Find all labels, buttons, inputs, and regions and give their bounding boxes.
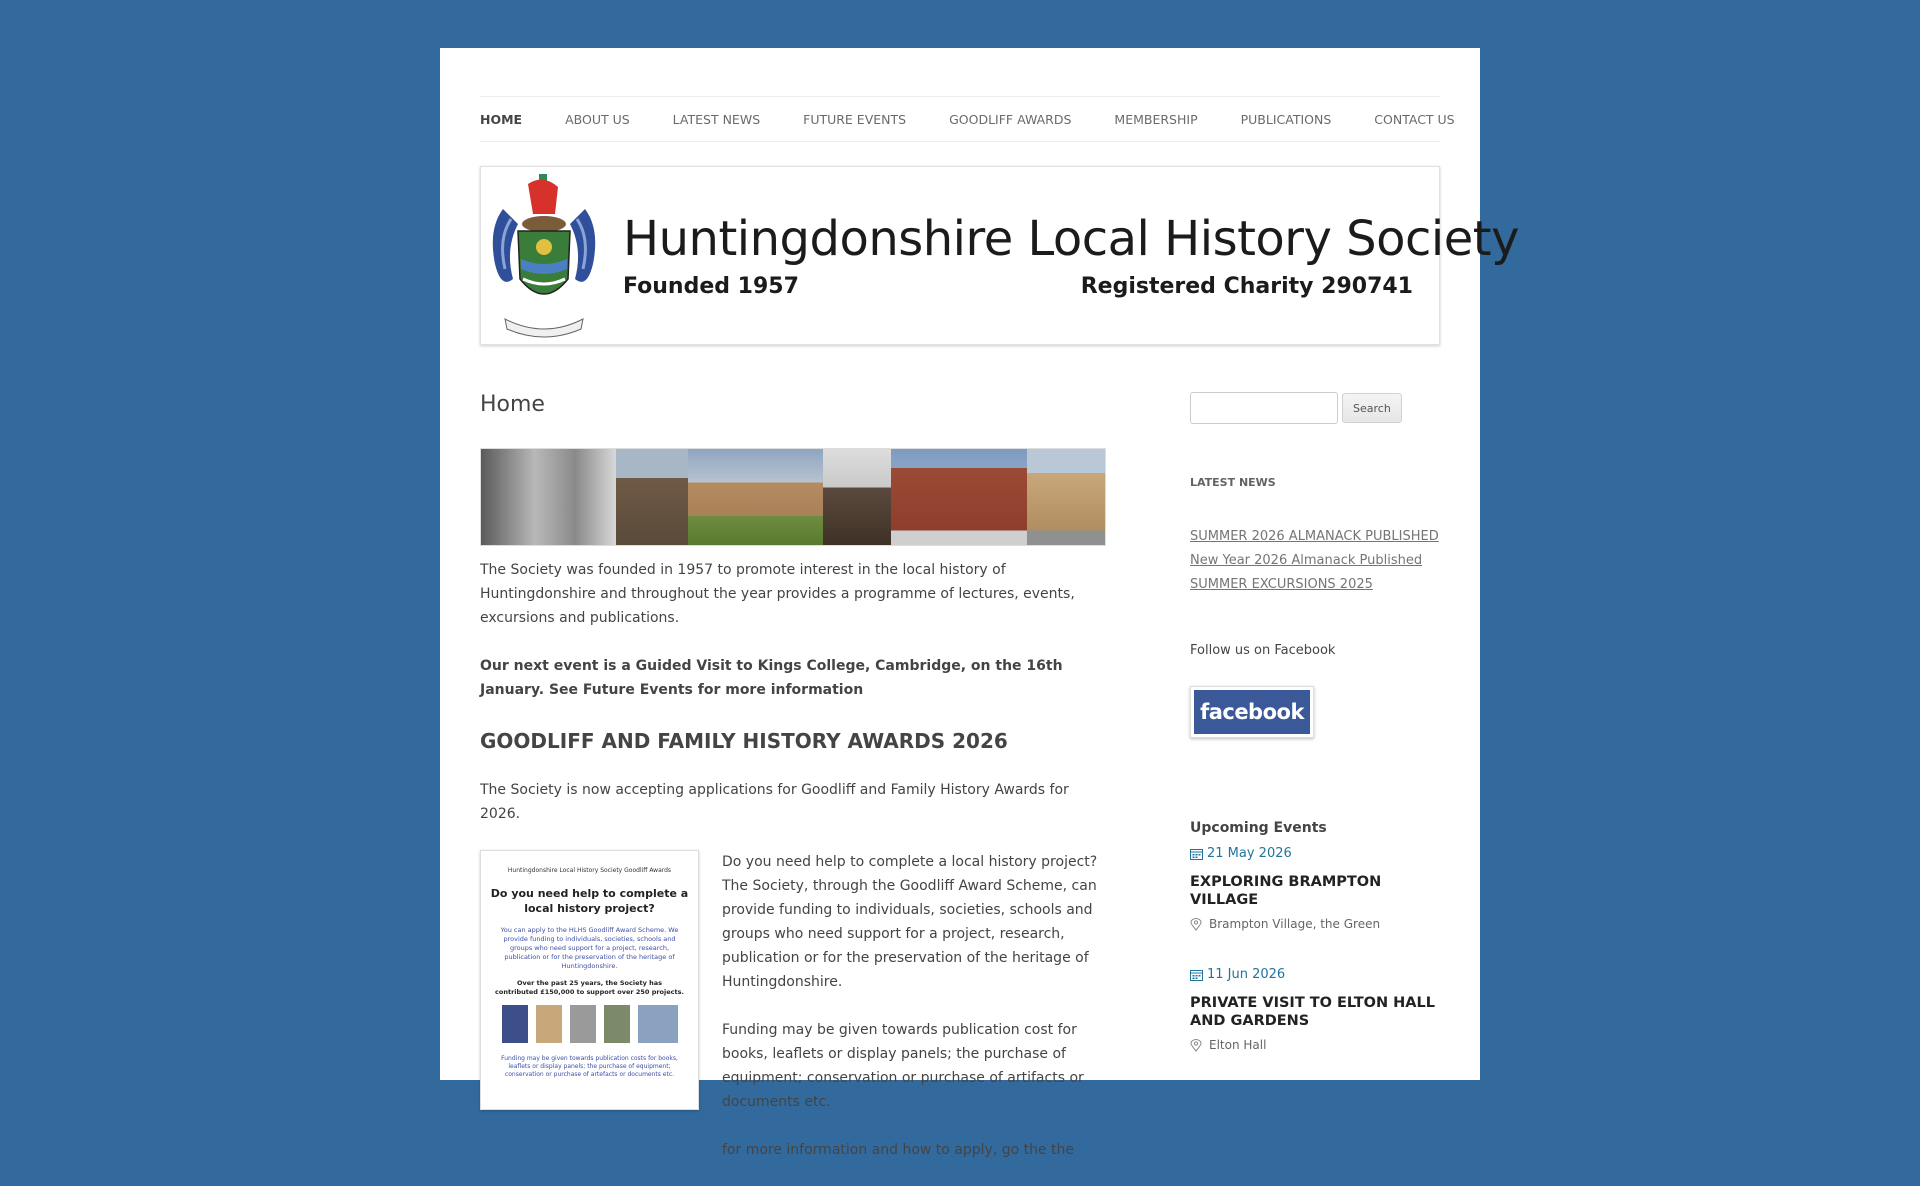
photo-chapel [1027,449,1105,545]
photo-street [481,449,616,545]
award-description [722,850,1106,1186]
main-content [480,392,1106,1186]
upcoming-events-title: Upcoming Events [1190,820,1327,836]
award-paragraph: Funding may be given towards publication cost for books, leaflets or display panels; the purchase of equipment; conservation or purchase of artifacts or documents etc. [722,1022,1084,1110]
photo-strip [480,448,1106,546]
intro-paragraph: The Society was founded in 1957 to promote interest in the local history of Huntingdonshire and throughout the year provides a programme of lectures, events, excursions and publications. [480,562,1075,626]
nav-latest-news[interactable]: LATEST NEWS [672,111,761,127]
photo-manor-house [688,449,823,545]
page-title: Home [480,392,545,417]
location-pin-icon [1190,1039,1202,1052]
facebook-button[interactable] [1190,686,1314,738]
poster-images [481,1005,698,1043]
nav-publications[interactable]: PUBLICATIONS [1240,111,1332,127]
photo-church-tower [616,449,688,545]
latest-news-list [1190,525,1440,597]
poster-panel-image [570,1005,596,1043]
header-banner[interactable] [480,166,1519,345]
event-date [1190,967,1440,982]
event-title[interactable]: EXPLORING BRAMPTON VILLAGE [1190,874,1382,908]
search-button[interactable]: Search [1342,393,1402,423]
charity-text: Registered Charity 290741 [1080,274,1413,299]
site-title: Huntingdonshire Local History Society [623,211,1519,267]
nav-goodliff-awards[interactable]: GOODLIFF AWARDS [949,111,1072,127]
follow-facebook-text: Follow us on Facebook [1190,643,1336,658]
nav-about-us[interactable]: ABOUT US [565,111,630,127]
event-date [1190,846,1440,861]
award-poster-image[interactable] [480,850,699,1110]
award-paragraph: Do you need help to complete a local history project? The Society, through the Goodliff Award Scheme, can provide funding to individuals, societies, schools and groups who need support for a project, research, publication or for the preservation of the heritage of Huntingdonshire. [722,854,1098,990]
poster-subtitle: You can apply to the HLHS Goodliff Award Scheme. We provide funding to individuals, societies, schools and groups who need support for a project, research, publication or for the preservation of the heritage of Huntingdonshire. [500,926,679,970]
award-paragraph: for more information and how to apply, go the the [722,1142,1075,1158]
coat-of-arms-icon [483,169,605,339]
award-block [480,850,1106,1186]
awards-lead: The Society is now accepting applications for Goodliff and Family History Awards for 2026. [480,782,1069,822]
poster-subtitle-2: Over the past 25 years, the Society has contributed £150,000 to support over 250 projects. [495,979,684,996]
photo-statue [823,449,891,545]
photo-town-hall [891,449,1027,545]
calendar-icon [1190,969,1203,981]
poster-header: Huntingdonshire Local History Society Goodliff Awards [507,867,672,874]
main-navigation [480,96,1455,142]
list-item [1190,525,1440,549]
event-location-text: Brampton Village, the Green [1209,917,1381,931]
nav-home[interactable]: HOME [480,111,523,127]
news-link[interactable]: New Year 2026 Almanack Published [1190,553,1423,568]
event-location [1190,917,1440,931]
nav-contact-us[interactable]: CONTACT US [1374,111,1455,127]
sidebar [1190,392,1440,1052]
search-input[interactable] [1190,392,1338,424]
list-item [1190,549,1440,573]
news-link[interactable]: SUMMER 2026 ALMANACK PUBLISHED [1190,529,1439,544]
event-item [1190,846,1440,931]
list-item [1190,573,1440,597]
event-date-text[interactable]: 11 Jun 2026 [1207,967,1286,982]
location-pin-icon [1190,918,1202,931]
poster-book-image [502,1005,528,1043]
event-item [1190,967,1440,1052]
nav-membership[interactable]: MEMBERSHIP [1114,111,1198,127]
awards-heading: GOODLIFF AND FAMILY HISTORY AWARDS 2026 [480,729,1008,753]
search-form [1190,392,1440,424]
event-location-text: Elton Hall [1209,1038,1267,1052]
next-event-notice: Our next event is a Guided Visit to Kings College, Cambridge, on the 16th January. See Future Events for more information [480,658,1063,698]
event-title[interactable]: PRIVATE VISIT TO ELTON HALL AND GARDENS [1190,995,1436,1029]
nav-future-events[interactable]: FUTURE EVENTS [803,111,907,127]
latest-news-title: LATEST NEWS [1190,476,1276,489]
poster-title: Do you need help to complete a local history project? [490,887,689,915]
calendar-icon [1190,848,1203,860]
poster-church-image [536,1005,562,1043]
page-container [440,48,1519,1158]
facebook-logo-icon: facebook [1194,690,1310,734]
news-link[interactable]: SUMMER EXCURSIONS 2025 [1190,577,1373,592]
poster-sign-image [604,1005,630,1043]
event-date-text[interactable]: 21 May 2026 [1207,846,1292,861]
poster-landscape-image [638,1005,678,1043]
event-location [1190,1038,1440,1052]
poster-footer: Funding may be given towards publication costs for books, leaflets or display panels; the purchase of equipment; conservation or purchase of artefacts or documents etc. [501,1055,678,1078]
founded-text: Founded 1957 [623,274,799,299]
